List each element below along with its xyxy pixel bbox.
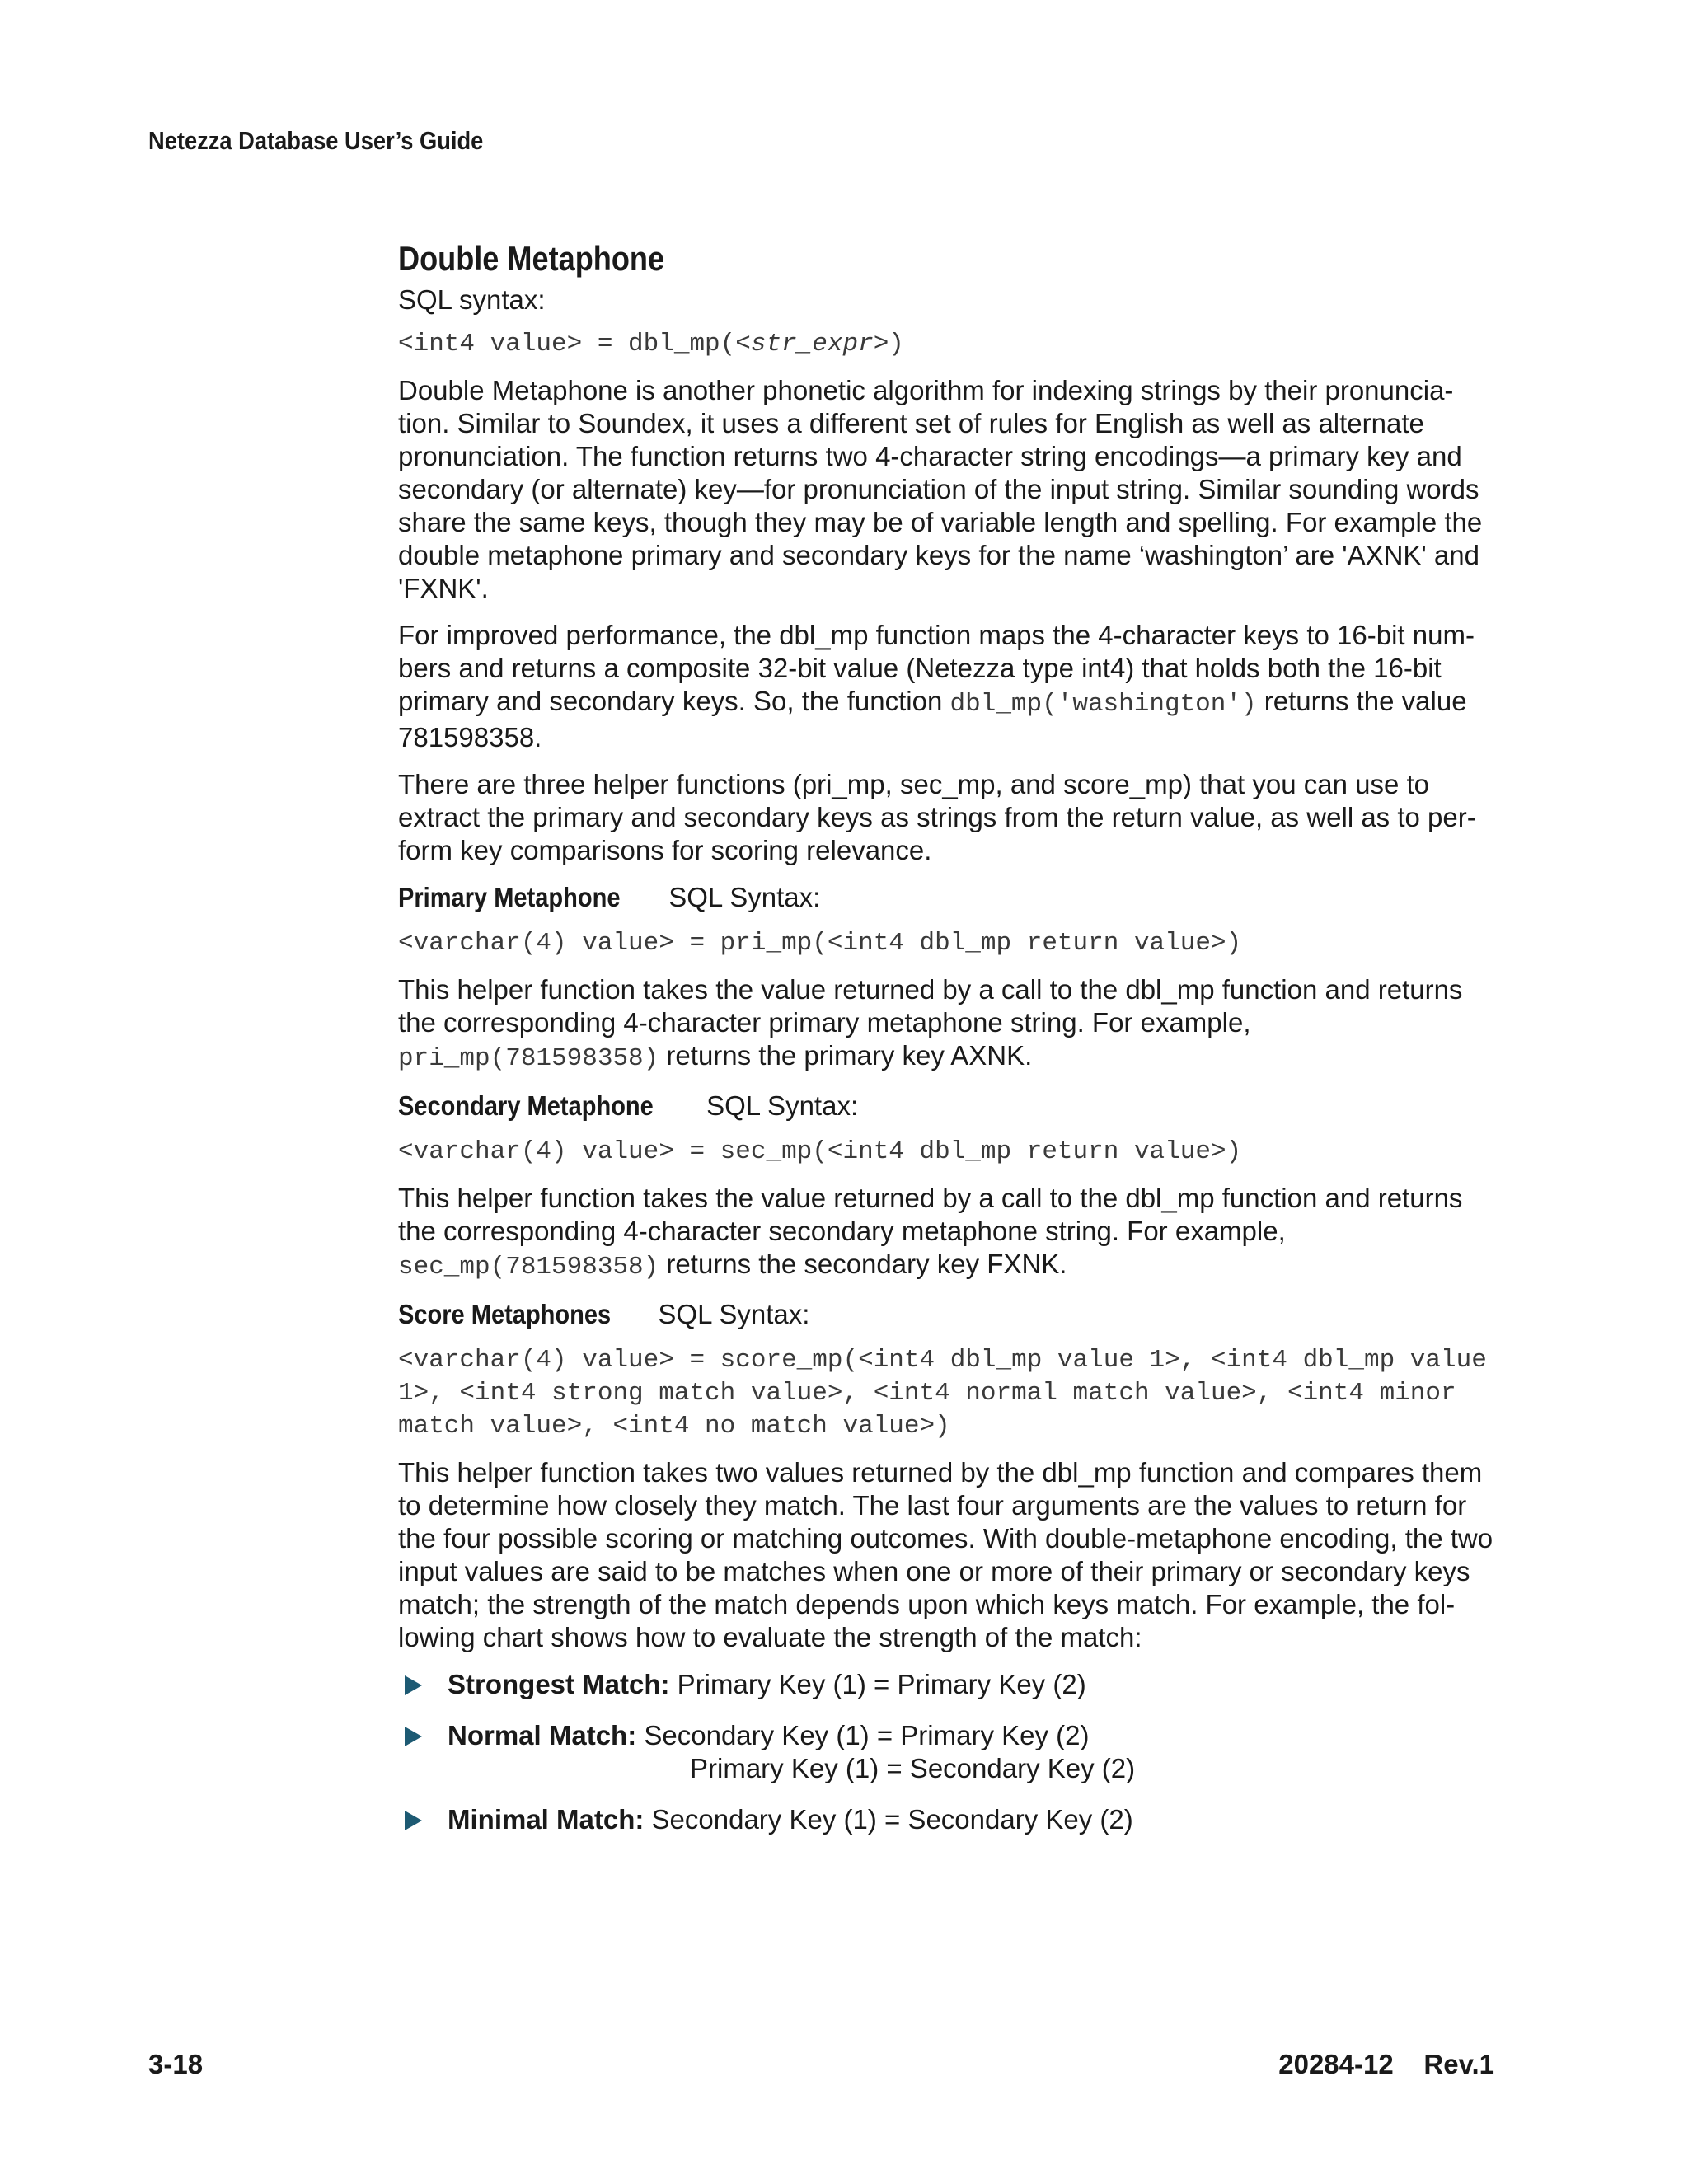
primary-heading: Primary Metaphone: [398, 882, 621, 912]
syntax-code: [398, 328, 1494, 361]
bullet-text-continued: Primary Key (1) = Secondary Key (2): [690, 1753, 1136, 1783]
list-item: [398, 1668, 1494, 1701]
primary-code: <varchar(4) value> = pri_mp(<int4 dbl_mp return value>): [398, 929, 1242, 958]
performance-code: dbl_mp('washington'): [950, 690, 1257, 719]
triangle-bullet-icon: [405, 1727, 422, 1746]
secondary-desc-code: sec_mp(781598358): [398, 1253, 659, 1282]
bullet-label: Strongest Match:: [448, 1669, 670, 1699]
bullet-text: Secondary Key (1) = Secondary Key (2): [644, 1804, 1133, 1835]
bullet-text: Secondary Key (1) = Primary Key (2): [636, 1720, 1090, 1750]
score-code: <varchar(4) value> = score_mp(<int4 dbl_mp value 1>, <int4 dbl_mp value 1>, <int4 strong match value>, <int4 normal match value>, <int4 minor match value>, <int4 no match value>): [398, 1346, 1503, 1441]
primary-description: [398, 973, 1494, 1076]
secondary-description: [398, 1182, 1494, 1284]
score-syntax-label: SQL Syntax:: [658, 1299, 810, 1329]
primary-desc-before: This helper function takes the value returned by a call to the dbl_mp function and returns the corresponding 4-character primary metaphone string. For example,: [398, 974, 1463, 1038]
page-content: [398, 237, 1503, 1854]
secondary-heading: Secondary Metaphone: [398, 1090, 654, 1121]
secondary-syntax-label: SQL Syntax:: [706, 1090, 859, 1121]
list-item: [398, 1719, 1494, 1785]
secondary-subhead: [398, 1090, 1494, 1122]
helpers-paragraph: There are three helper functions (pri_mp, sec_mp, and score_mp) that you can use to extract the primary and secondary keys as strings from the return value, as well as to per-form key comparisons for scoring relevance.: [398, 769, 1476, 865]
primary-syntax-label: SQL Syntax:: [668, 882, 821, 912]
page-number: 3-18: [148, 2049, 204, 2079]
bullet-label: Normal Match:: [448, 1720, 637, 1750]
syntax-code-param: str_expr: [750, 330, 874, 359]
bullet-label: Minimal Match:: [448, 1804, 645, 1835]
primary-desc-after: returns the primary key AXNK.: [659, 1040, 1033, 1071]
score-heading: Score Metaphones: [398, 1299, 612, 1329]
running-header: Netezza Database User’s Guide: [148, 126, 484, 155]
section-title: Double Metaphone: [398, 239, 665, 278]
score-subhead: [398, 1298, 1494, 1331]
triangle-bullet-icon: [405, 1811, 422, 1830]
score-description: This helper function takes two values returned by the dbl_mp function and compares them to determine how closely they match. The last four arguments are the values to return for the four possible scoring or matching outcomes. With double-metaphone encoding, the two input values are said to be matches when one or more of their primary or secondary keys match; the strength of the match depends upon which keys match. For example, the fol-lowing chart shows how to evaluate the strength of the match:: [398, 1457, 1493, 1652]
bullet-text: Primary Key (1) = Primary Key (2): [669, 1669, 1086, 1699]
match-list: [398, 1668, 1494, 1836]
syntax-code-prefix: <int4 value> = dbl_mp(<: [398, 330, 751, 359]
document-number: 20284-12 Rev.1: [1278, 2049, 1494, 2079]
intro-paragraph: Double Metaphone is another phonetic algorithm for indexing strings by their pronuncia-tion. Similar to Soundex, it uses a different set of rules for English as well as alternate pronunciation. The function returns two 4-character string encodings—a primary key and secondary (or alternate) key—for pronunciation of the input string. Similar sounding words share the same keys, though they may be of variable length and spelling. For example the double metaphone primary and secondary keys for the name ‘washington’ are 'AXNK' and 'FXNK'.: [398, 375, 1483, 603]
syntax-label: SQL syntax:: [398, 284, 546, 315]
performance-text-after: returns the value 781598358.: [398, 686, 1467, 752]
secondary-code: <varchar(4) value> = sec_mp(<int4 dbl_mp return value>): [398, 1137, 1242, 1166]
performance-text-before: For improved performance, the dbl_mp function maps the 4-character keys to 16-bit num-bers and returns a composite 32-bit value (Netezza type int4) that holds both the 16-bit primary and secondary keys. So, the function: [398, 620, 1475, 716]
primary-subhead: [398, 881, 1494, 914]
performance-paragraph: [398, 619, 1494, 754]
list-item: [398, 1803, 1494, 1836]
secondary-desc-before: This helper function takes the value returned by a call to the dbl_mp function and returns the corresponding 4-character secondary metaphone string. For example,: [398, 1183, 1463, 1246]
triangle-bullet-icon: [405, 1675, 422, 1695]
secondary-desc-after: returns the secondary key FXNK.: [659, 1249, 1067, 1279]
syntax-code-suffix: >): [873, 330, 904, 359]
primary-desc-code: pri_mp(781598358): [398, 1044, 659, 1073]
